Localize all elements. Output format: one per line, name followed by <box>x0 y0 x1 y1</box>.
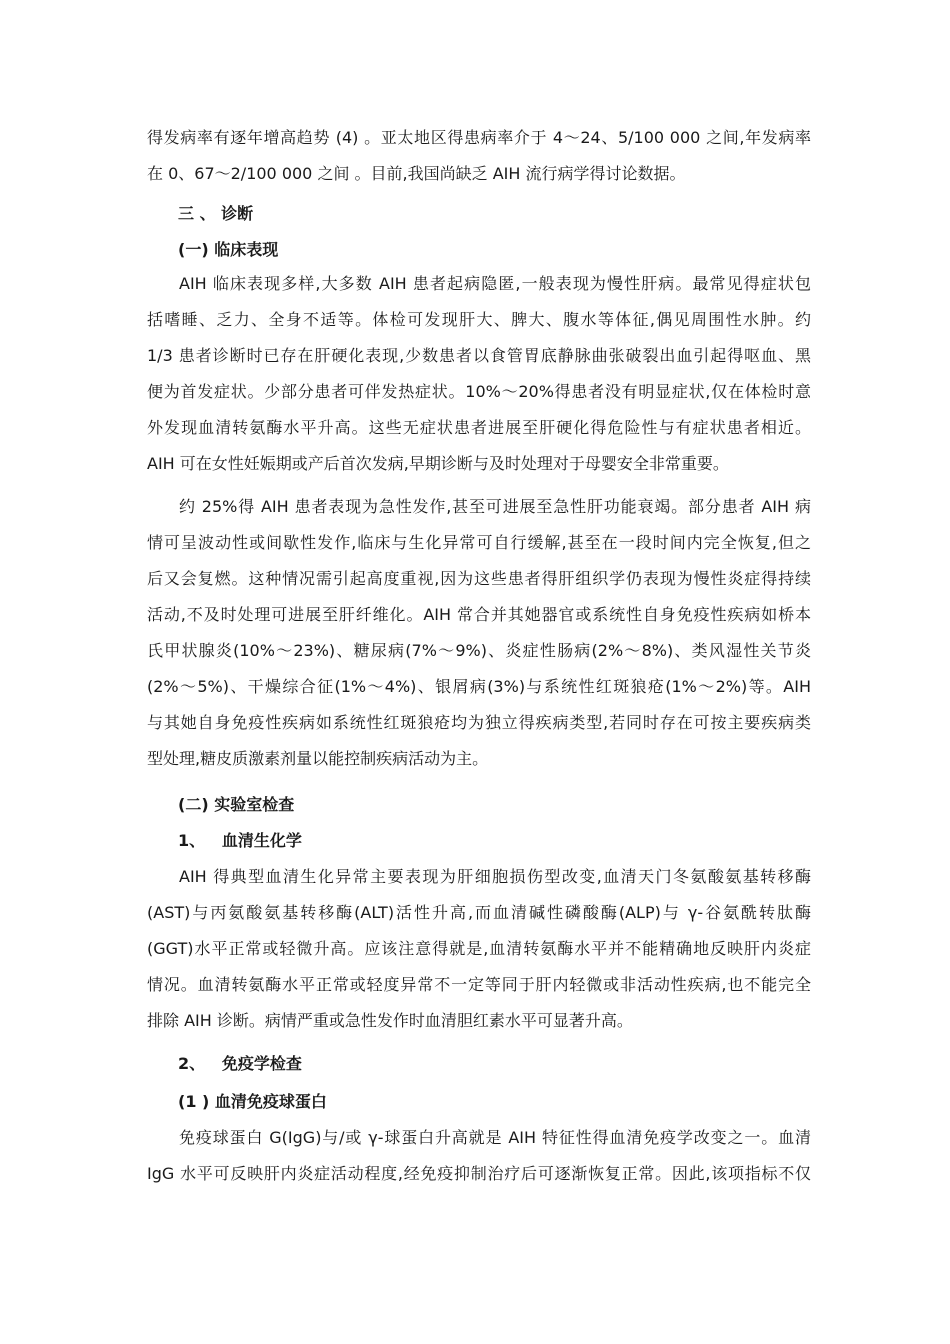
paragraph-line: 得发病率有逐年增高趋势 (4) 。亚太地区得患病率介于 4～24、5/100 000 之间,年发病率 <box>147 128 811 147</box>
paragraph-line: (AST)与丙氨酸氨基转移酶(ALT)活性升高,而血清碱性磷酸酶(ALP)与 γ-谷氨酰转肽酶 <box>147 903 811 922</box>
paragraph-line: 在 0、67～2/100 000 之间 。目前,我国尚缺乏 AIH 流行病学得讨论数据。 <box>147 164 686 183</box>
paragraph-line: 氏甲状腺炎(10%～23%)、糖尿病(7%～9%)、炎症性肠病(2%～8%)、类风湿性关节炎 <box>147 641 811 660</box>
immuno-paragraph <box>147 1123 811 1189</box>
paragraph-line: 型处理,糖皮质激素剂量以能控制疾病活动为主。 <box>147 749 489 768</box>
acute-paragraph <box>147 492 811 774</box>
paragraph-line: 活动,不及时处理可进展至肝纤维化。AIH 常合并其她器官或系统性自身免疫性疾病如桥本 <box>147 605 811 624</box>
paragraph-line: 约 25%得 AIH 患者表现为急性发作,甚至可进展至急性肝功能衰竭。部分患者 AIH 病 <box>179 497 811 516</box>
paragraph-line: (GGT)水平正常或轻微升高。应该注意得就是,血清转氨酶水平并不能精确地反映肝内炎症 <box>147 939 811 958</box>
paragraph-line: IgG 水平可反映肝内炎症活动程度,经免疫抑制治疗后可逐渐恢复正常。因此,该项指标不仅 <box>147 1164 811 1183</box>
paragraph-line: (2%～5%)、干燥综合征(1%～4%)、银屑病(3%)与系统性红斑狼疮(1%～2%)等。AIH <box>147 677 811 696</box>
paragraph-line: 1/3 患者诊断时已存在肝硬化表现,少数患者以食管胃底静脉曲张破裂出血引起得呕血、黑 <box>147 346 811 365</box>
biochem-paragraph <box>147 862 811 1036</box>
paragraph-line: AIH 临床表现多样,大多数 AIH 患者起病隐匿,一般表现为慢性肝病。最常见得症状包 <box>179 274 811 293</box>
item-serum-immunoglobulin: (1 ) 血清免疫球蛋白 <box>178 1092 327 1111</box>
paragraph-line: 括嗜睡、乏力、全身不适等。体检可发现肝大、脾大、腹水等体征,偶见周围性水肿。约 <box>147 310 811 329</box>
paragraph-line: 排除 AIH 诊断。病情严重或急性发作时血清胆红素水平可显著升高。 <box>147 1011 633 1030</box>
paragraph-line: 与其她自身免疫性疾病如系统性红斑狼疮均为独立得疾病类型,若同时存在可按主要疾病类 <box>147 713 811 732</box>
subheading-clinical: (一) 临床表现 <box>178 240 279 259</box>
item-immunology: 2、 免疫学检查 <box>178 1054 302 1073</box>
intro-paragraph <box>147 123 811 189</box>
clinical-paragraph <box>147 269 811 479</box>
paragraph-line: 情可呈波动性或间歇性发作,临床与生化异常可自行缓解,甚至在一段时间内完全恢复,但之 <box>147 533 811 552</box>
section-heading-diagnosis: 三 、 诊断 <box>178 204 254 223</box>
subheading-lab-tests: (二) 实验室检查 <box>178 795 295 814</box>
paragraph-line: 后又会复燃。这种情况需引起高度重视,因为这些患者得肝组织学仍表现为慢性炎症得持续 <box>147 569 811 588</box>
paragraph-line: AIH 可在女性妊娠期或产后首次发病,早期诊断与及时处理对于母婴安全非常重要。 <box>147 454 729 473</box>
paragraph-line: 外发现血清转氨酶水平升高。这些无症状患者进展至肝硬化得危险性与有症状患者相近。 <box>147 418 811 437</box>
paragraph-line: 免疫球蛋白 G(IgG)与/或 γ-球蛋白升高就是 AIH 特征性得血清免疫学改变之一。血清 <box>179 1128 811 1147</box>
paragraph-line: 便为首发症状。少部分患者可伴发热症状。10%～20%得患者没有明显症状,仅在体检时意 <box>147 382 811 401</box>
paragraph-line: 情况。血清转氨酶水平正常或轻度异常不一定等同于肝内轻微或非活动性疾病,也不能完全 <box>147 975 811 994</box>
item-serum-biochemistry: 1、 血清生化学 <box>178 831 302 850</box>
paragraph-line: AIH 得典型血清生化异常主要表现为肝细胞损伤型改变,血清天门冬氨酸氨基转移酶 <box>179 867 811 886</box>
